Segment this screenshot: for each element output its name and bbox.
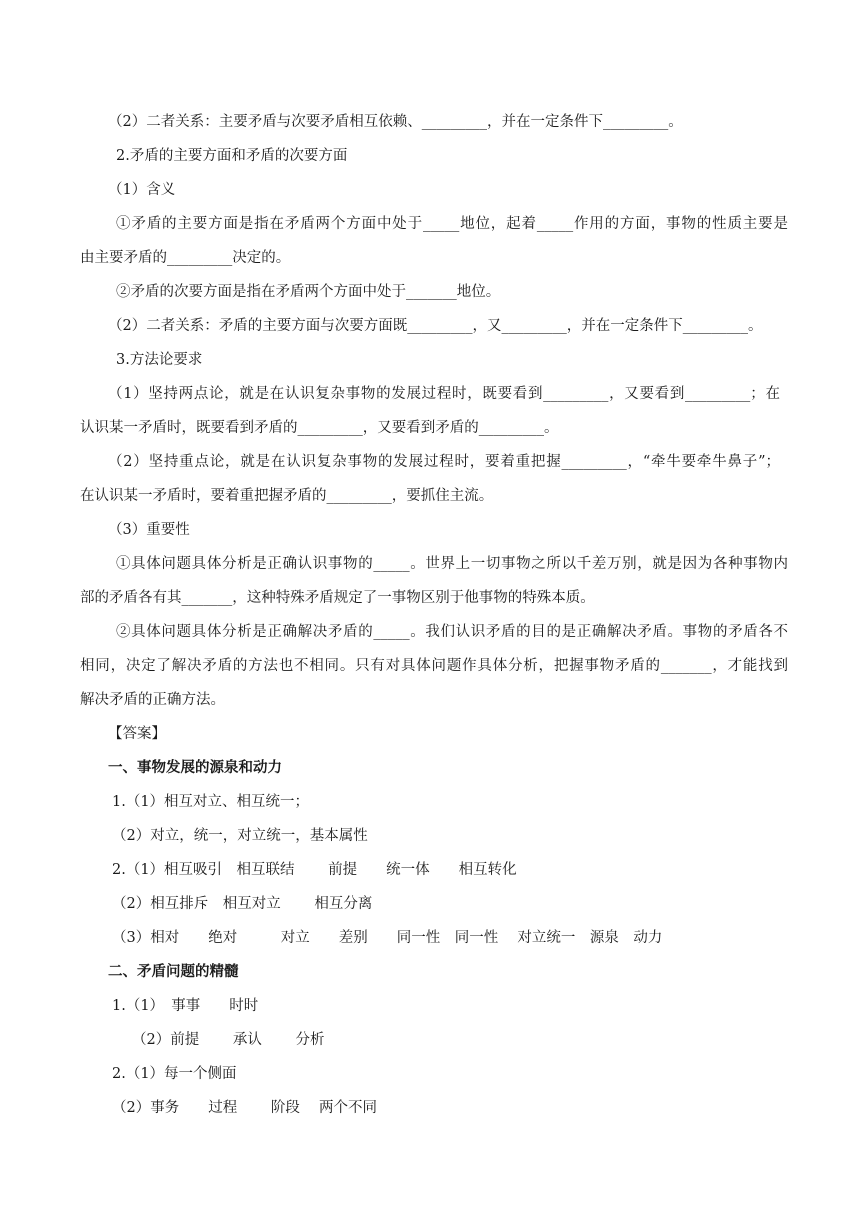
text-line: 由主要矛盾的_________决定的。 [80,250,291,266]
text-line: ②矛盾的次要方面是指在矛盾两个方面中处于_______地位。 [116,284,501,300]
answer-row: 1.（1）相互对立、相互统一； [112,794,310,810]
answer-row: 2.（1）每一个侧面 [112,1066,237,1082]
answer-row: 1.（1） 事事 时时 [112,998,259,1014]
text-line: 相同，决定了解决矛盾的方法也不相同。只有对具体问题作具体分析，把握事物矛盾的_______，才能找到 [80,658,788,674]
answer-row: 2.（1）相互吸引 相互联结 前提 统一体 相互转化 [112,862,517,878]
text-line: 在认识某一矛盾时，要着重把握矛盾的_________，要抓住主流。 [80,488,494,504]
text-line: （2）二者关系：矛盾的主要方面与次要方面既_________，又_________，并在一定条件下_________。 [108,318,763,334]
answer-label: 【答案】 [108,726,166,742]
text-line: 认识某一矛盾时，既要看到矛盾的_________，又要看到矛盾的_________。 [80,420,559,436]
text-line: （2）坚持重点论，就是在认识复杂事物的发展过程时，要着重把握_________，“牵牛要牵牛鼻子”； [108,454,780,470]
text-line: ①矛盾的主要方面是指在矛盾两个方面中处于_____地位，起着_____作用的方面，事物的性质主要是 [116,216,788,232]
text-line: （1）含义 [108,182,176,198]
text-line: 部的矛盾各有其_______，这种特殊矛盾规定了一事物区别于他事物的特殊本质。 [80,590,595,606]
answer-row: （3）相对 绝对 对立 差别 同一性 同一性 对立统一 源泉 动力 [112,930,663,946]
answer-row: （2）前提 承认 分析 [132,1032,325,1048]
text-line: 2.矛盾的主要方面和矛盾的次要方面 [116,148,348,164]
section-heading: 一、事物发展的源泉和动力 [108,759,282,776]
text-line: （3）重要性 [108,522,190,538]
text-line: 3.方法论要求 [116,352,203,368]
text-line: ②具体问题具体分析是正确解决矛盾的_____。我们认识矛盾的目的是正确解决矛盾。事物的矛盾各不 [116,624,788,640]
answer-row: （2）相互排斥 相互对立 相互分离 [112,896,373,912]
answer-row: （2）事务 过程 阶段 两个不同 [112,1100,377,1116]
text-line: （1）坚持两点论，就是在认识复杂事物的发展过程时，既要看到_________，又要看到_________；在 [108,386,780,402]
text-line: （2）二者关系：主要矛盾与次要矛盾相互依赖、_________，并在一定条件下_________。 [108,114,683,130]
answer-row: （2）对立，统一，对立统一，基本属性 [112,828,368,844]
text-line: ①具体问题具体分析是正确认识事物的_____。世界上一切事物之所以千差万别，就是因为各种事物内 [116,556,788,572]
text-line: 解决矛盾的正确方法。 [80,692,225,708]
section-heading: 二、矛盾问题的精髓 [108,963,239,980]
